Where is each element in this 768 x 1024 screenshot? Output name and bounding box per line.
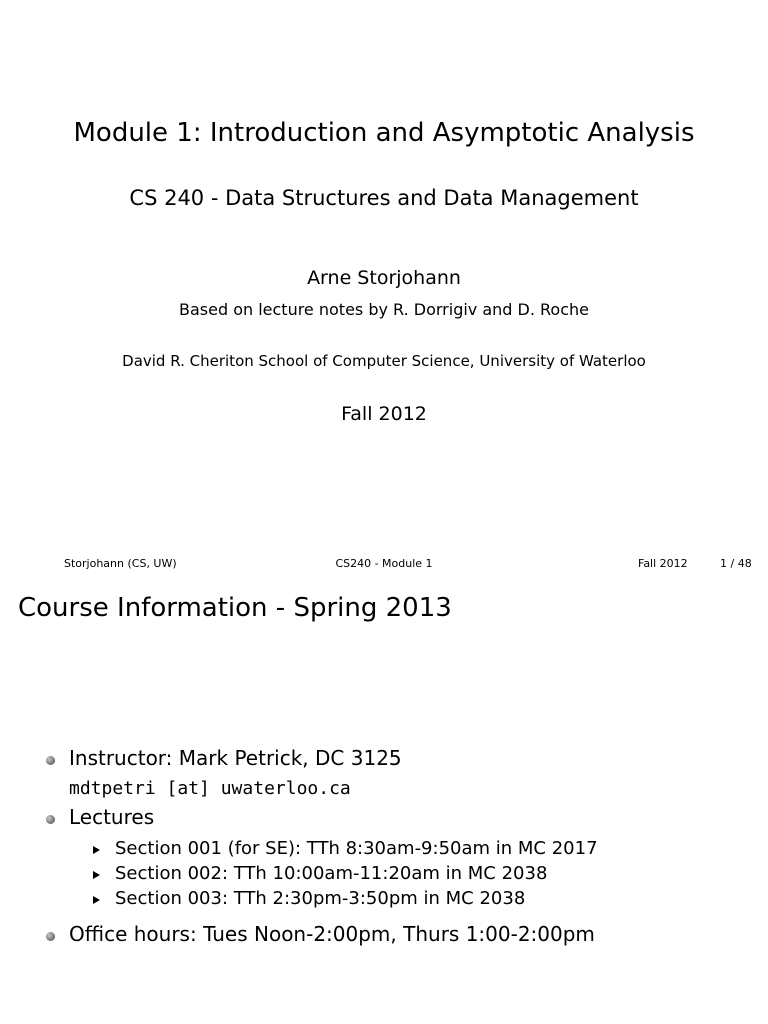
author-name: Arne Storjohann <box>307 267 461 289</box>
lectures-item: Lectures <box>69 805 155 829</box>
footer-author: Storjohann (CS, UW) <box>64 557 177 570</box>
section-item: Section 001 (for SE): TTh 8:30am-9:50am in MC 2017 <box>115 838 598 859</box>
footer-date: Fall 2012 <box>638 557 688 570</box>
footer-page-number: 1 / 48 <box>720 557 752 570</box>
bullet-icon <box>46 815 55 824</box>
section-item: Section 003: TTh 2:30pm-3:50pm in MC 2038 <box>115 888 526 909</box>
instructor-email: mdtpetri [at] uwaterloo.ca <box>69 778 351 799</box>
triangle-bullet-icon <box>93 846 100 854</box>
slide-title: Module 1: Introduction and Asymptotic Analysis <box>73 118 695 148</box>
institute-name: David R. Cheriton School of Computer Science, University of Waterloo <box>122 352 646 370</box>
credit-line: Based on lecture notes by R. Dorrigiv and D. Roche <box>178 300 589 319</box>
bullet-icon <box>46 756 55 765</box>
slide-date: Fall 2012 <box>341 403 427 425</box>
triangle-bullet-icon <box>93 871 100 879</box>
office-hours-item: Office hours: Tues Noon-2:00pm, Thurs 1:00-2:00pm <box>69 922 595 946</box>
instructor-item: Instructor: Mark Petrick, DC 3125 <box>69 746 402 770</box>
bullet-icon <box>46 932 55 941</box>
triangle-bullet-icon <box>93 896 100 904</box>
slide-subtitle: CS 240 - Data Structures and Data Management <box>129 186 639 210</box>
section-item: Section 002: TTh 10:00am-11:20am in MC 2038 <box>115 863 548 884</box>
footer-course: CS240 - Module 1 <box>335 557 433 570</box>
frame-title: Course Information - Spring 2013 <box>18 593 452 623</box>
course-info-slide <box>0 576 768 1024</box>
